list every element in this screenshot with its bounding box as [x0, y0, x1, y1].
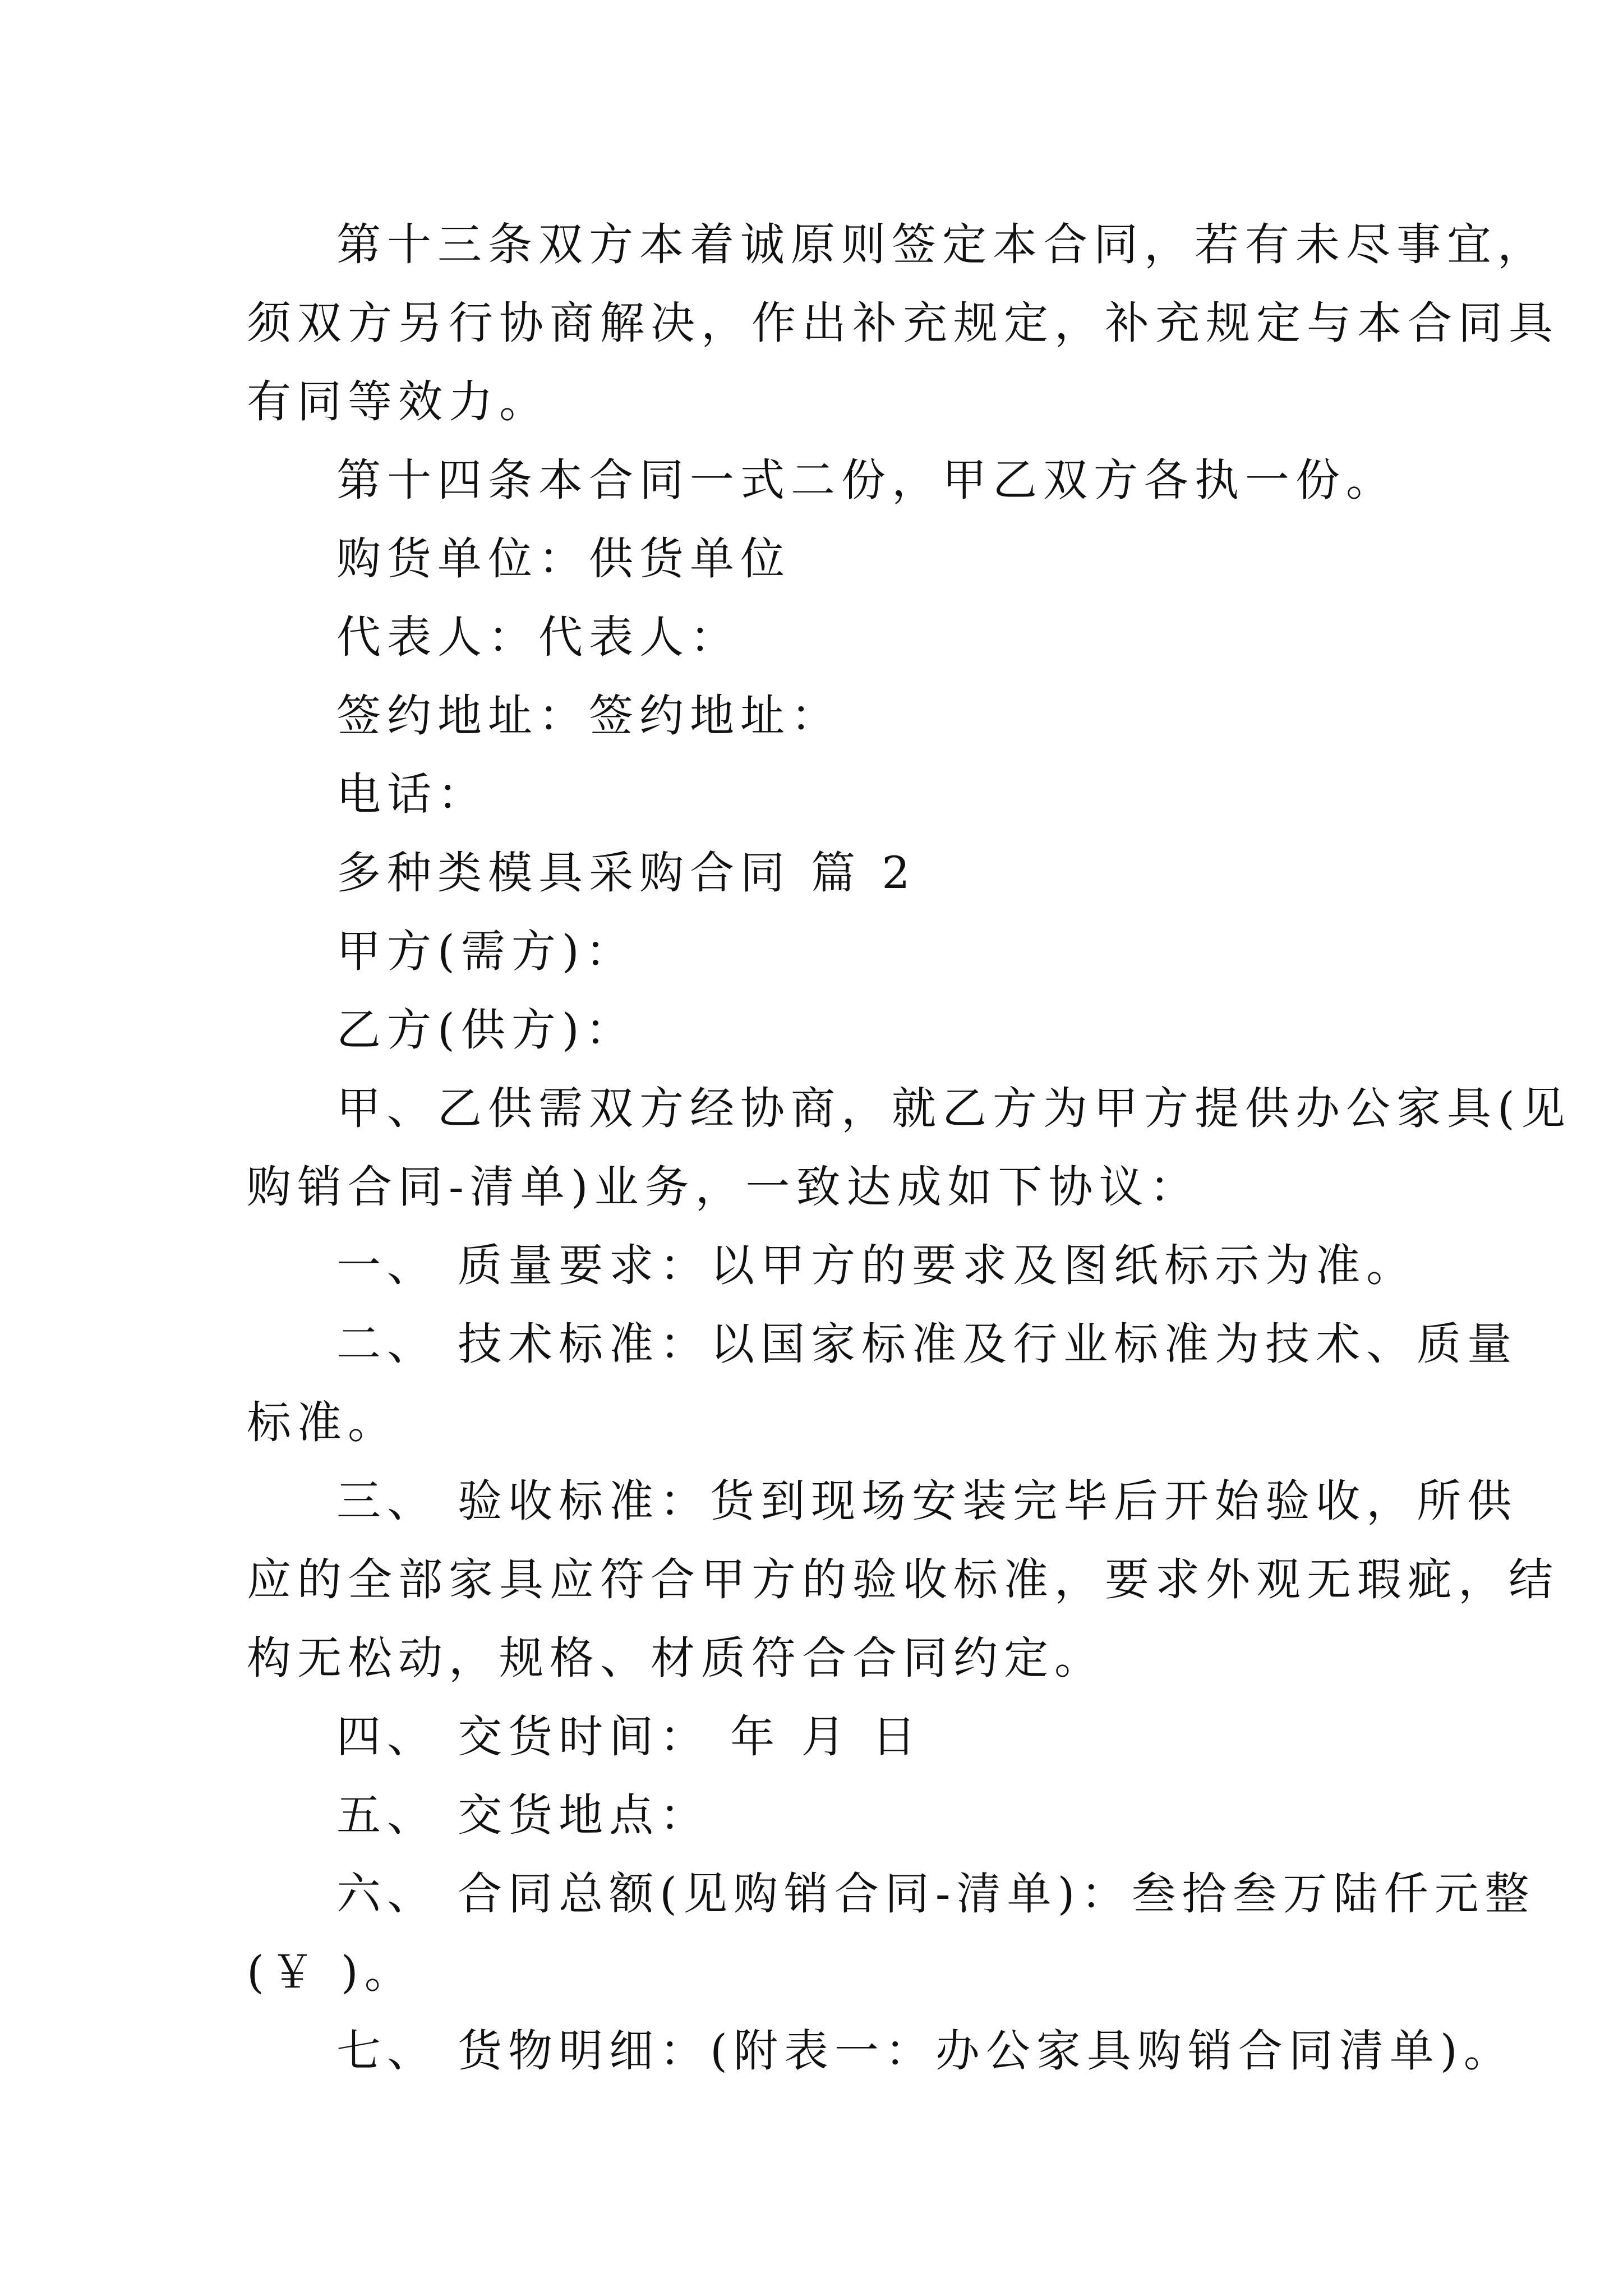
text-line: 购销合同-清单)业务，一致达成如下协议：	[247, 1161, 1200, 1213]
text-line: 有同等效力。	[247, 376, 550, 427]
text-line: 构无松动，规格、材质符合合同约定。	[247, 1632, 1105, 1684]
text-line: 一、 质量要求：以甲方的要求及图纸标示为准。	[336, 1240, 1417, 1291]
text-line: 须双方另行协商解决，作出补充规定，补充规定与本合同具	[247, 297, 1559, 349]
text-line: 甲方(需方)：	[336, 926, 636, 977]
text-line: 七、 货物明细：(附表一：办公家具购销合同清单)。	[336, 2025, 1514, 2077]
text-line: 应的全部家具应符合甲方的验收标准，要求外观无瑕疵，结	[247, 1554, 1559, 1605]
text-line: 第十三条双方本着诚原则签定本合同，若有未尽事宜，	[336, 219, 1548, 270]
text-line: 电话：	[336, 769, 488, 820]
text-line: 标准。	[247, 1397, 398, 1448]
section-title: 多种类模具采购合同 篇 2	[336, 847, 916, 899]
text-line: 乙方(供方)：	[336, 1004, 636, 1056]
text-line: 签约地址：签约地址：	[336, 690, 841, 742]
text-line: 甲、乙供需双方经协商，就乙方为甲方提供办公家具(见	[336, 1083, 1571, 1134]
text-line: 五、 交货地点：	[336, 1789, 711, 1841]
text-line: 第十四条本合同一式二份，甲乙双方各执一份。	[336, 454, 1396, 506]
text-line: (￥ )。	[247, 1947, 415, 1998]
text-line: 六、 合同总额(见购销合同-清单)：叁拾叁万陆仟元整	[336, 1868, 1536, 1920]
text-line: 四、 交货时间： 年 月 日	[336, 1711, 923, 1763]
text-line: 三、 验收标准：货到现场安装完毕后开始验收，所供	[336, 1475, 1518, 1527]
text-line: 二、 技术标准：以国家标准及行业标准为技术、质量	[336, 1318, 1518, 1370]
text-line: 代表人：代表人：	[336, 611, 740, 663]
text-line: 购货单位：供货单位	[336, 533, 791, 585]
